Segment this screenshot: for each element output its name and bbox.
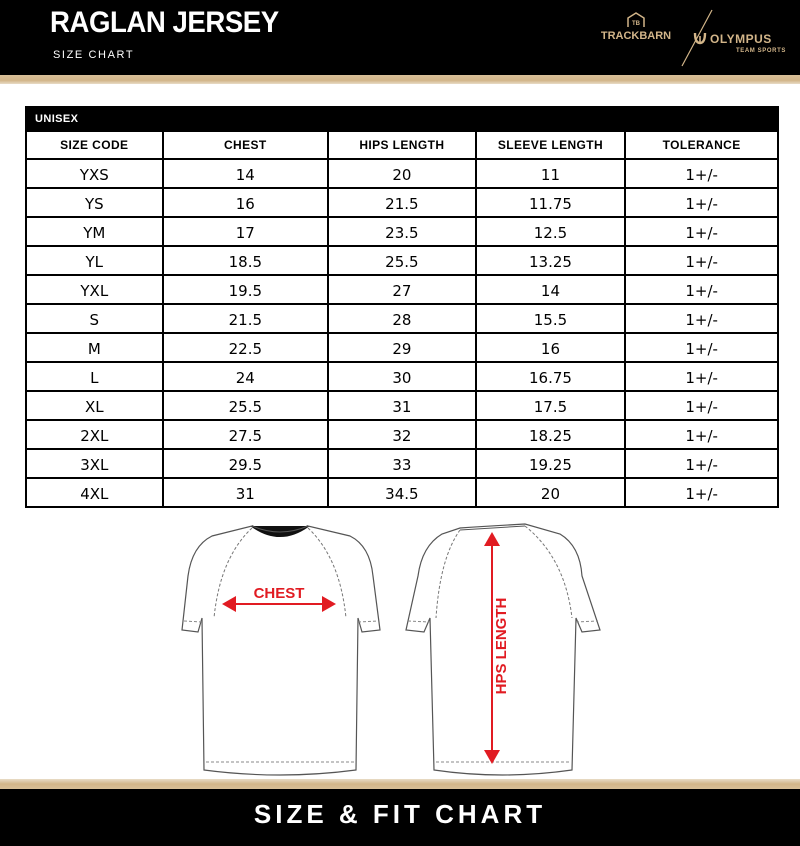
cell-tolerance: 1+/-	[625, 420, 778, 449]
cell-size-code: YM	[26, 217, 163, 246]
cell-size-code: 4XL	[26, 478, 163, 507]
cell-tolerance: 1+/-	[625, 304, 778, 333]
header-accent-stripe	[0, 75, 800, 84]
table-row	[26, 304, 778, 333]
cell-chest: 27.5	[163, 420, 328, 449]
table-row	[26, 449, 778, 478]
cell-sleeve-length: 13.25	[476, 246, 626, 275]
cell-hips-length: 32	[328, 420, 476, 449]
table-row	[26, 362, 778, 391]
cell-sleeve-length: 19.25	[476, 449, 626, 478]
cell-sleeve-length: 16.75	[476, 362, 626, 391]
table-row	[26, 333, 778, 362]
cell-hips-length: 25.5	[328, 246, 476, 275]
cell-size-code: YL	[26, 246, 163, 275]
column-header-hips-length: HIPS LENGTH	[328, 131, 476, 159]
olympus-wordmark: OLYMPUS	[710, 32, 772, 46]
column-header-sleeve-length: SLEEVE LENGTH	[476, 131, 626, 159]
page-title: RAGLAN JERSEY	[50, 6, 279, 39]
cell-chest: 21.5	[163, 304, 328, 333]
cell-hips-length: 34.5	[328, 478, 476, 507]
cell-tolerance: 1+/-	[625, 275, 778, 304]
cell-sleeve-length: 11.75	[476, 188, 626, 217]
cell-chest: 17	[163, 217, 328, 246]
cell-sleeve-length: 15.5	[476, 304, 626, 333]
column-header-size-code: SIZE CODE	[26, 131, 163, 159]
cell-hips-length: 20	[328, 159, 476, 188]
cell-chest: 14	[163, 159, 328, 188]
table-body	[26, 159, 778, 507]
olympus-tagline: TEAM SPORTS	[736, 48, 786, 54]
cell-sleeve-length: 11	[476, 159, 626, 188]
cell-chest: 19.5	[163, 275, 328, 304]
jersey-measure-figures	[180, 518, 620, 783]
table-header-row	[26, 131, 778, 159]
cell-size-code: 2XL	[26, 420, 163, 449]
trackbarn-logo	[591, 12, 681, 48]
cell-sleeve-length: 18.25	[476, 420, 626, 449]
cell-hips-length: 33	[328, 449, 476, 478]
trackbarn-wordmark: TRACKBARN	[600, 30, 672, 42]
cell-sleeve-length: 17.5	[476, 391, 626, 420]
cell-tolerance: 1+/-	[625, 333, 778, 362]
olympus-emblem-icon	[692, 30, 708, 46]
chest-label: CHEST	[253, 585, 305, 602]
cell-hips-length: 30	[328, 362, 476, 391]
table-row	[26, 246, 778, 275]
barn-icon	[626, 12, 646, 28]
cell-size-code: S	[26, 304, 163, 333]
size-table	[25, 106, 779, 508]
cell-size-code: YXS	[26, 159, 163, 188]
table-row	[26, 478, 778, 507]
front-jersey-illustration	[182, 526, 380, 775]
cell-chest: 18.5	[163, 246, 328, 275]
cell-hips-length: 21.5	[328, 188, 476, 217]
cell-chest: 25.5	[163, 391, 328, 420]
cell-chest: 24	[163, 362, 328, 391]
hps-length-label: HPS LENGTH	[493, 597, 510, 695]
cell-tolerance: 1+/-	[625, 246, 778, 275]
cell-tolerance: 1+/-	[625, 362, 778, 391]
cell-tolerance: 1+/-	[625, 391, 778, 420]
cell-hips-length: 28	[328, 304, 476, 333]
cell-chest: 22.5	[163, 333, 328, 362]
cell-hips-length: 27	[328, 275, 476, 304]
cell-hips-length: 29	[328, 333, 476, 362]
cell-size-code: L	[26, 362, 163, 391]
cell-size-code: YXL	[26, 275, 163, 304]
page-subtitle: SIZE CHART	[53, 49, 135, 61]
cell-tolerance: 1+/-	[625, 449, 778, 478]
cell-tolerance: 1+/-	[625, 478, 778, 507]
footer-accent-stripe	[0, 779, 800, 789]
cell-size-code: M	[26, 333, 163, 362]
cell-hips-length: 31	[328, 391, 476, 420]
table-caption-row	[26, 107, 778, 131]
cell-sleeve-length: 14	[476, 275, 626, 304]
footer-bar	[0, 789, 800, 846]
table-row	[26, 391, 778, 420]
svg-text:TB: TB	[632, 21, 640, 27]
cell-sleeve-length: 16	[476, 333, 626, 362]
cell-chest: 31	[163, 478, 328, 507]
cell-chest: 16	[163, 188, 328, 217]
cell-tolerance: 1+/-	[625, 159, 778, 188]
cell-sleeve-length: 20	[476, 478, 626, 507]
cell-size-code: XL	[26, 391, 163, 420]
column-header-chest: CHEST	[163, 131, 328, 159]
column-header-tolerance: TOLERANCE	[625, 131, 778, 159]
table-row	[26, 159, 778, 188]
back-jersey-illustration	[406, 524, 600, 775]
footer-title: SIZE & FIT CHART	[253, 799, 547, 829]
cell-size-code: 3XL	[26, 449, 163, 478]
cell-chest: 29.5	[163, 449, 328, 478]
cell-tolerance: 1+/-	[625, 188, 778, 217]
olympus-logo	[690, 26, 800, 60]
table-row	[26, 275, 778, 304]
table-row	[26, 217, 778, 246]
header-bar	[0, 0, 800, 75]
cell-tolerance: 1+/-	[625, 217, 778, 246]
cell-hips-length: 23.5	[328, 217, 476, 246]
table-row	[26, 188, 778, 217]
table-caption: UNISEX	[26, 107, 778, 131]
cell-sleeve-length: 12.5	[476, 217, 626, 246]
table-row	[26, 420, 778, 449]
cell-size-code: YS	[26, 188, 163, 217]
